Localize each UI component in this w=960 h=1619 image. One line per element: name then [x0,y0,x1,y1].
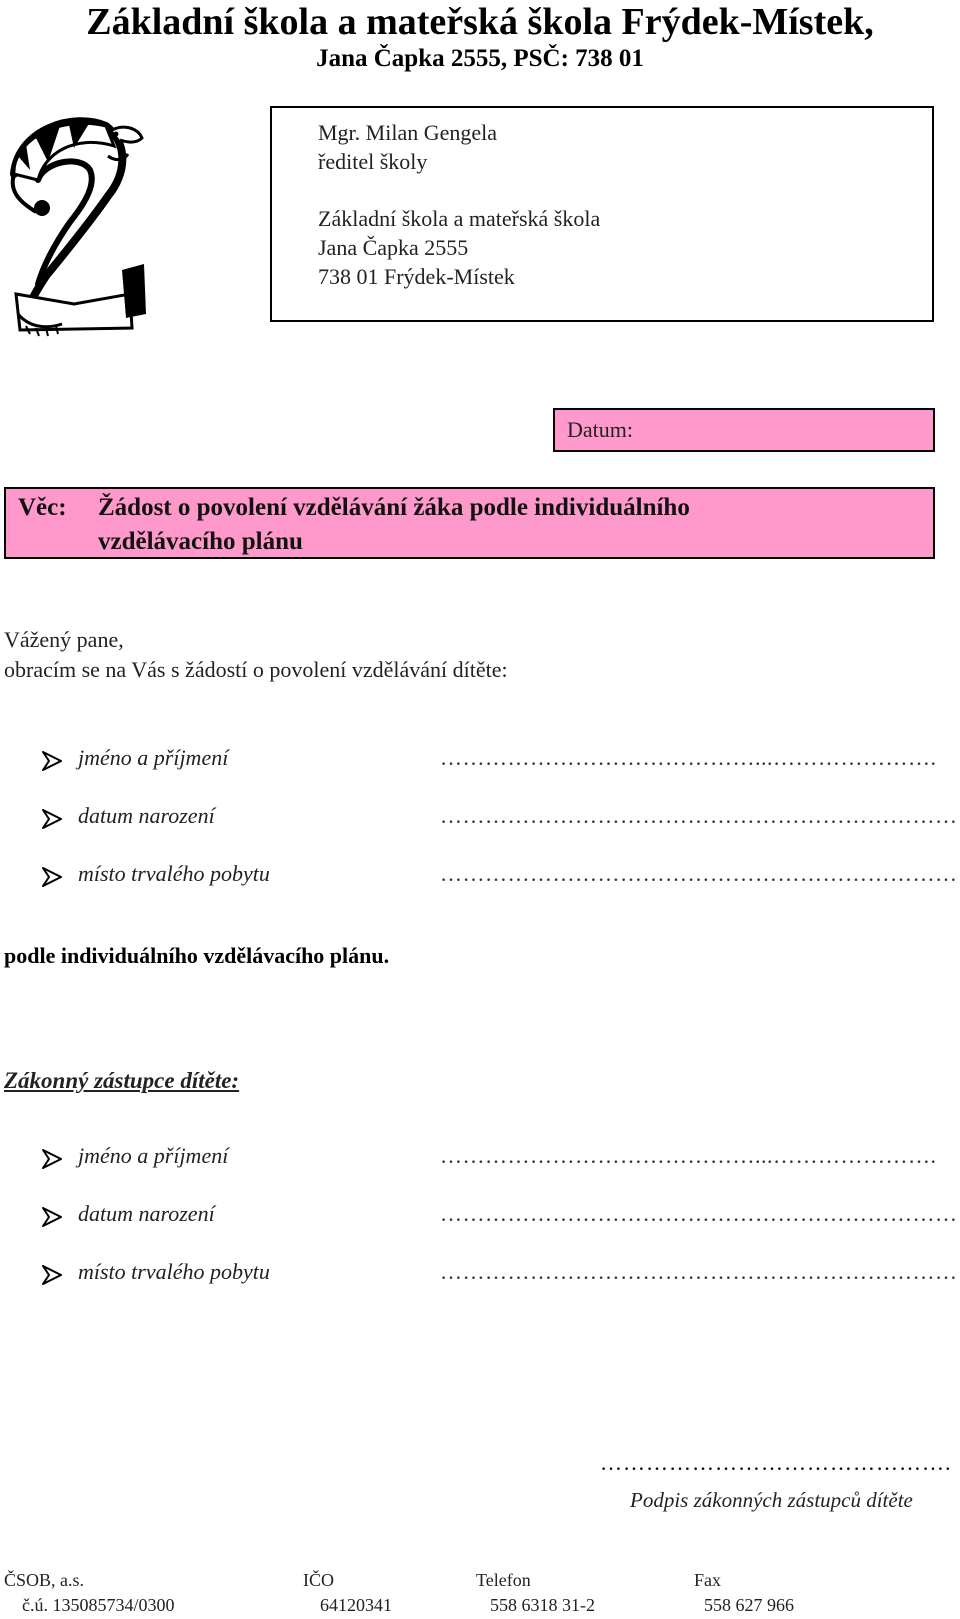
subject-line-2: vzdělávacího plánu [98,528,303,555]
footer-bank-label: ČSOB, a.s. [4,1570,85,1590]
subject-box [4,487,935,559]
child-name-label: jméno a příjmení [78,745,229,770]
arrow-bullet-icon [40,1263,64,1287]
letter-intro [4,625,508,685]
guardian-name-field[interactable]: ……………………………………...…………………. [440,1143,937,1168]
child-name-field[interactable]: ……………………………………...…………………. [440,745,937,770]
recipient-institution: Základní škola a mateřská škola [318,206,601,231]
guardian-birthdate-label: datum narození [78,1201,215,1226]
subject-label: Věc: [18,494,67,521]
guardian-name-row [0,1143,960,1183]
guardian-heading: Zákonný zástupce dítěte: [4,1068,240,1093]
child-birthdate-field[interactable]: …………………………………………………………… [440,803,958,828]
child-birthdate-label: datum narození [78,803,215,828]
arrow-bullet-icon [40,807,64,831]
footer-fax-label: Fax [694,1570,721,1590]
footer-phone-label: Telefon [476,1570,531,1590]
guardian-residence-label: místo trvalého pobytu [78,1259,270,1284]
arrow-bullet-icon [40,1147,64,1171]
closing-text: podle individuálního vzdělávacího plánu. [4,943,390,968]
guardian-birthdate-row [0,1201,960,1241]
date-field[interactable] [553,408,935,452]
arrow-bullet-icon [40,865,64,889]
date-label: Datum: [567,417,633,442]
recipient-name: Mgr. Milan Gengela [318,120,498,145]
footer-bank-value: č.ú. 135085734/0300 [22,1595,175,1615]
recipient-position: ředitel školy [318,149,428,174]
child-birthdate-row [0,803,960,843]
school-address-heading: Jana Čapka 2555, PSČ: 738 01 [316,45,644,72]
guardian-birthdate-field[interactable]: …………………………………………………………… [440,1201,958,1226]
child-residence-field[interactable]: …………………………………………………………… [440,861,958,886]
arrow-bullet-icon [40,1205,64,1229]
subject-line-1: Žádost o povolení vzdělávání žáka podle individuálního [98,494,690,521]
recipient-street: Jana Čapka 2555 [318,235,469,260]
signature-label: Podpis zákonných zástupců dítěte [630,1488,913,1512]
footer-ico-value: 64120341 [320,1595,392,1615]
salutation: Vážený pane, [4,627,124,652]
signature-line[interactable]: ………………………………………. [600,1450,952,1475]
guardian-name-label: jméno a příjmení [78,1143,229,1168]
footer-phone-value: 558 6318 31-2 [490,1595,595,1615]
child-residence-row [0,861,960,901]
child-residence-label: místo trvalého pobytu [78,861,270,886]
guardian-residence-field[interactable]: …………………………………………………………… [440,1259,958,1284]
child-name-row [0,745,960,785]
school-name-heading: Základní škola a mateřská škola Frýdek-Místek, [86,1,874,43]
intro-text: obracím se na Vás s žádostí o povolení vzdělávání dítěte: [4,657,508,682]
subject-text [98,491,818,559]
footer-fax-value: 558 627 966 [704,1595,794,1615]
number-two-jester-logo [4,104,150,342]
recipient-city: 738 01 Frýdek-Místek [318,264,515,289]
arrow-bullet-icon [40,749,64,773]
footer-ico-label: IČO [303,1570,334,1590]
recipient-address-box [270,106,934,322]
guardian-residence-row [0,1259,960,1299]
